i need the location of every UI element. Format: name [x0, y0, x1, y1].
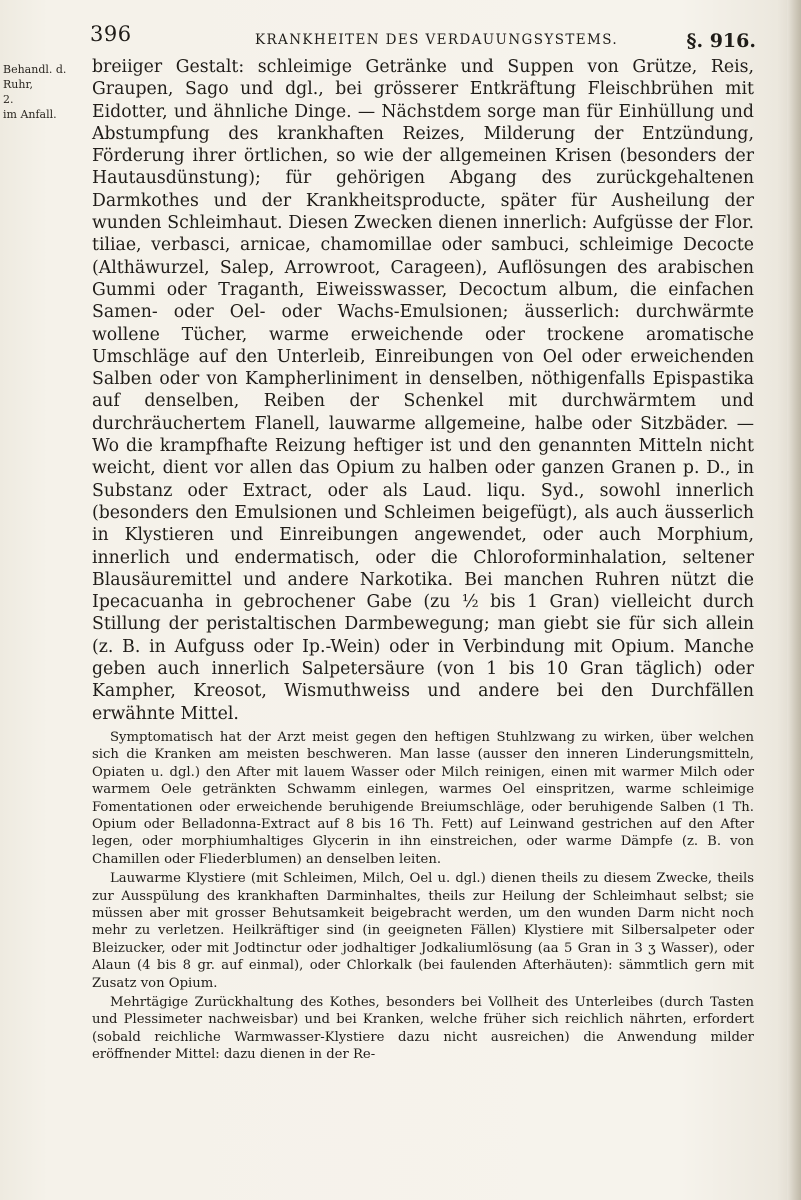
margin-note-line: im Anfall. — [3, 108, 57, 121]
small-paragraph-symptomatic: Symptomatisch hat der Arzt meist gegen den heftigen Stuhlzwang zu wirken, über welchen sich die Kranken am meisten beschweren. Man lasse (ausser den inneren Linderungsmitteln, Opiaten u. dgl.) den After mit lauem Wasser oder Milch reinigen, einen mit warmer Milch oder warmem Oele getränkten Schwamm einlegen, warmes Oel einspritzen, warme schleimige Fomentationen oder erweichende beruhigende Breiumschläge, oder beruhigende Salben (1 Th. Opium oder Belladonna-Extract auf 8 bis 16 Th. Fett) auf Leinwand gestrichen auf den After legen, oder morphiumhaltiges Glycerin in ihn einstreichen, oder warme Dämpfe (z. B. von Chamillen oder Fliederblumen) an denselben leiten. — [92, 729, 754, 867]
body-text — [92, 56, 754, 1064]
page-header — [90, 22, 770, 56]
small-paragraph-retention: Mehrtägige Zurückhaltung des Kothes, besonders bei Vollheit des Unterleibes (durch Tasten und Plessimeter nachweisbar) und bei Kranken, welche früher sich reichlich nährten, erfordert (sobald reichliche Warmwasser-Klystiere dazu nicht ausreichen) die Anwendung milder eröffnender Mittel: dazu dienen in der Re- — [92, 995, 754, 1063]
page-number: 396 — [90, 22, 132, 46]
margin-note-line: Behandl. d. — [3, 63, 67, 76]
margin-note-line: 2. — [3, 93, 14, 106]
page-edge-shadow — [787, 0, 801, 1200]
section-number: §. 916. — [686, 30, 756, 52]
small-paragraph-klystiere: Lauwarme Klystiere (mit Schleimen, Milch, Oel u. dgl.) dienen theils zu diesem Zwecke, theils zur Ausspülung des krankhaften Darminhaltes, theils zur Heilung der Schleimhaut selbst; sie müssen aber mit grosser Behutsamkeit beigebracht werden, um den wunden Darm nicht noch mehr zu verletzen. Heilkräftiger sind (in geeigneten Fällen) Klystiere mit Silbersalpeter oder Bleizucker, oder mit Jodtinctur oder jodhaltiger Jodkaliumlösung (aa 5 Gran in 3 ʒ Wasser), oder Alaun (4 bis 8 gr. auf einmal), oder Chlorkalk (bei faulenden Afterhäuten): sämmtlich gern mit Zusatz von Opium. — [92, 871, 754, 991]
main-paragraph: breiiger Gestalt: schleimige Getränke und Suppen von Grütze, Reis, Graupen, Sago und dgl., bei grösserer Entkräftung Fleischbrühen mit Eidotter, und ähnliche Dinge. — Nächstdem sorge man für Einhüllung und Abstumpfung des krankhaften Reizes, Milderung der Entzündung, Förderung ihrer örtlichen, so wie der allgemeinen Krisen (besonders der Hautausdünstung); für gehörigen Abgang des zurückgehaltenen Darmkothes und der Krankheitsproducte, später für Ausheilung der wunden Schleimhaut. Diesen Zwecken dienen innerlich: Aufgüsse der Flor. tiliae, verbasci, arnicae, chamomillae oder sambuci, schleimige Decocte (Althäwurzel, Salep, Arrowroot, Carageen), Auflösungen des arabischen Gummi oder Traganth, Eiweisswasser, Decoctum album, die einfachen Samen- oder Oel- oder Wachs-Emulsionen; äusserlich: durchwärmte wollene Tücher, warme erweichende oder trockene aromatische Umschläge auf den Unterleib, Einreibungen von Oel oder erweichenden Salben oder von Kampherliniment in denselben, nöthigenfalls Epispastika auf denselben, Reiben der Schenkel mit durchwärmtem und durchräuchertem Flanell, lauwarme allgemeine, halbe oder Sitzbäder. — Wo die krampfhafte Reizung heftiger ist und den genannten Mitteln nicht weicht, dient vor allen das Opium zu halben oder ganzen Granen p. D., in Substanz oder Extract, oder als Laud. liqu. Syd., sowohl innerlich (besonders den Emulsionen und Schleimen beigefügt), als auch äusserlich in Klystieren und Einreibungen angewendet, oder auch Morphium, innerlich und endermatisch, oder die Chloroforminhalation, seltener Blausäuremittel und andere Narkotika. Bei manchen Ruhren nützt die Ipecacuanha in gebrochener Gabe (zu ½ bis 1 Gran) vielleicht durch Stillung der peristaltischen Darmbewegung; man giebt sie für sich allein (z. B. in Aufguss oder Ip.-Wein) oder in Verbindung mit Opium. Manche geben auch innerlich Salpetersäure (von 1 bis 10 Gran täglich) oder Kampher, Kreosot, Wismuthweiss und andere bei den Durchfällen erwähnte Mittel. — [92, 57, 754, 724]
running-head: KRANKHEITEN DES VERDAUUNGSYSTEMS. — [255, 32, 619, 48]
margin-note-line: Ruhr, — [3, 78, 33, 91]
margin-note — [3, 62, 69, 122]
